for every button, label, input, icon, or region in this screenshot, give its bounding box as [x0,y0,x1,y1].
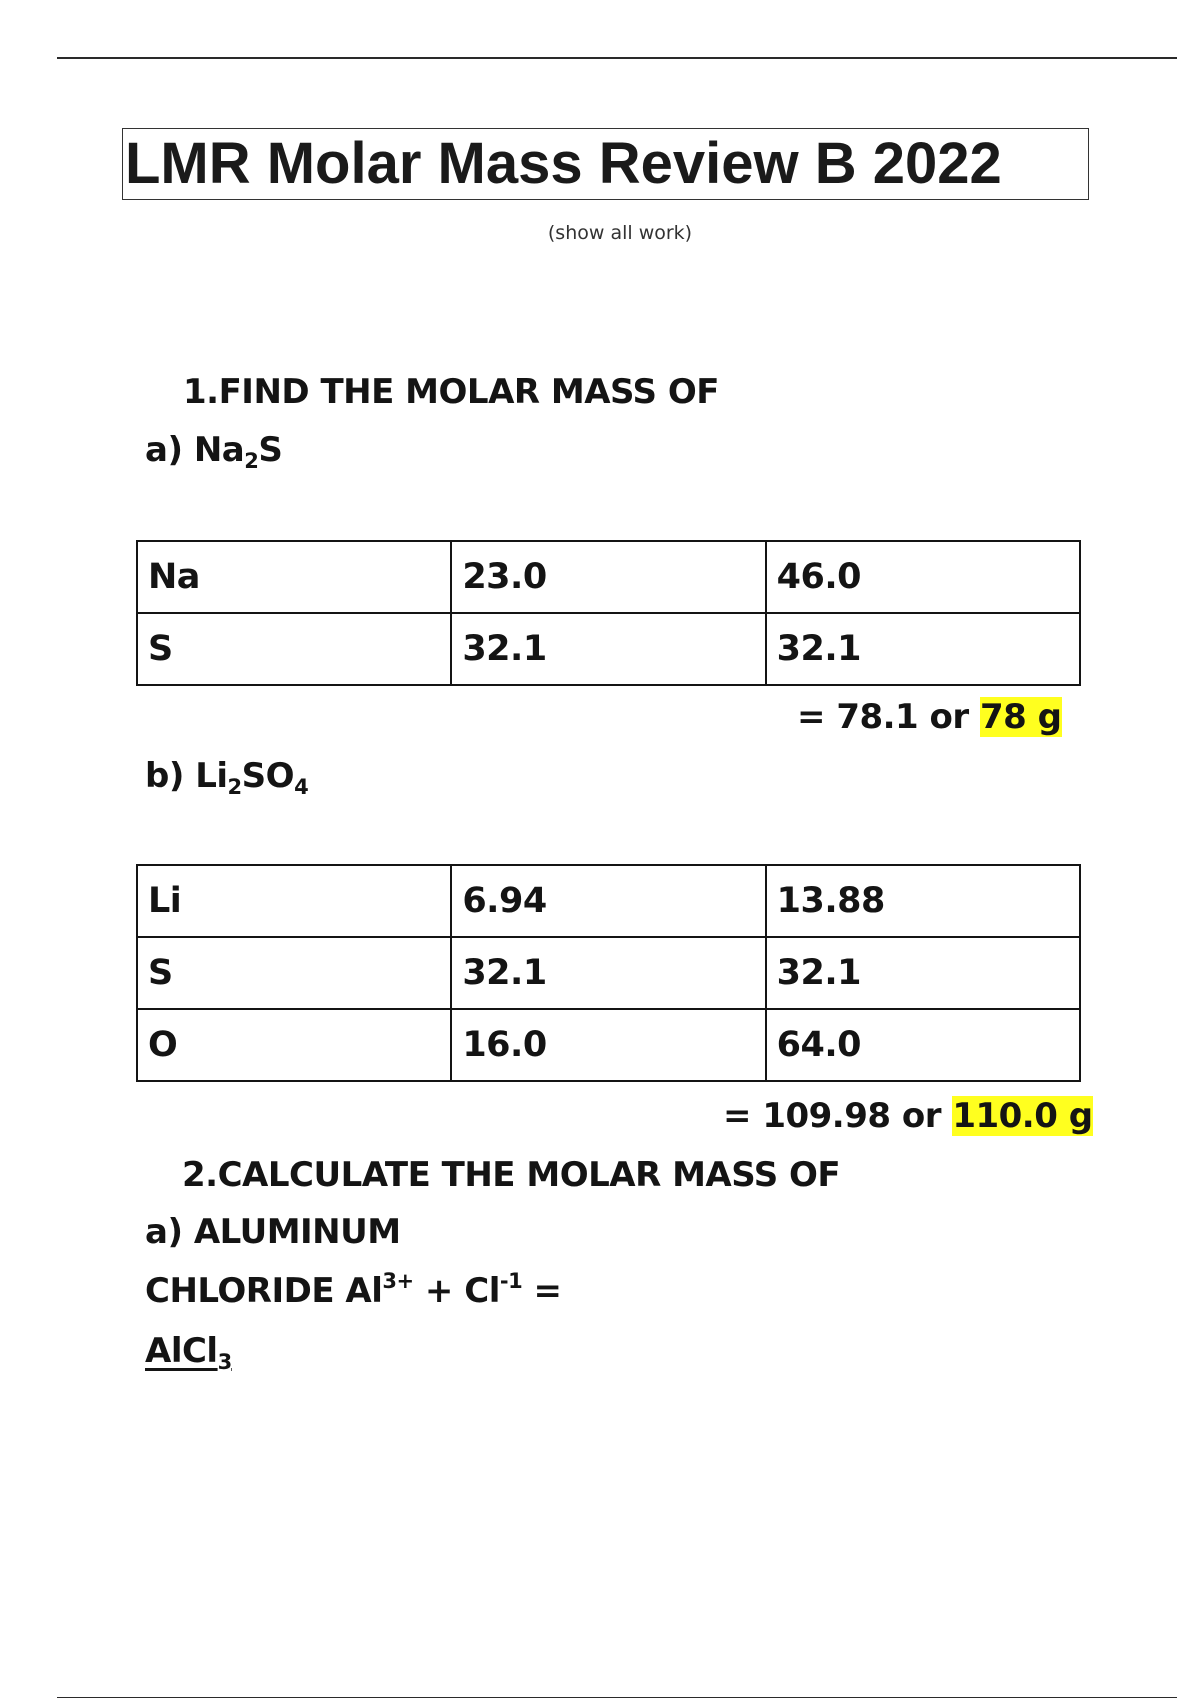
table-cell: S [137,937,451,1009]
table-cell: 32.1 [766,613,1080,685]
question-2a-formula [145,1331,232,1374]
formula-text: S [258,430,283,470]
page-title: LMR Molar Mass Review B 2022 [125,131,1002,196]
question-1b-result [723,1096,1093,1136]
question-2a-label: a) ALUMINUM [145,1212,401,1252]
question-1a-result [797,697,1062,737]
question-1b-formula [145,756,309,799]
footer-rule [57,1697,1177,1698]
table-cell: 46.0 [766,541,1080,613]
ion-charge: 3+ [382,1269,414,1293]
highlighted-answer: 78 g [980,697,1062,737]
question-2-heading: 2.CALCULATE THE MOLAR MASS OF [182,1155,841,1195]
header-rule [57,57,1177,59]
table-cell: Li [137,865,451,937]
table-cell: 32.1 [766,937,1080,1009]
table-cell: 16.0 [451,1009,765,1081]
table-cell: 32.1 [451,937,765,1009]
table-cell: 23.0 [451,541,765,613]
question-1a-formula [145,430,283,473]
equation-text: = [522,1271,562,1311]
equation-text: + Cl [413,1271,500,1311]
result-text: = 78.1 or [797,697,981,737]
formula-subscript: 3 [217,1350,232,1374]
formula-subscript: 2 [244,449,259,473]
molar-mass-table-1b [136,864,1081,1082]
table-row [137,937,1080,1009]
molar-mass-table-1a [136,540,1081,686]
table-cell: 64.0 [766,1009,1080,1081]
formula-text: AlCl [145,1331,218,1371]
table-cell: 6.94 [451,865,765,937]
formula-text: SO [241,756,295,796]
table-row [137,541,1080,613]
table-cell: Na [137,541,451,613]
result-text: = 109.98 or [723,1096,953,1136]
page-subtitle: (show all work) [547,222,693,244]
table-row [137,1009,1080,1081]
table-cell: S [137,613,451,685]
equation-text: CHLORIDE Al [145,1271,383,1311]
question-2a-ion-equation [145,1271,562,1311]
highlighted-answer: 110.0 g [952,1096,1093,1136]
table-cell: O [137,1009,451,1081]
table-row [137,613,1080,685]
table-cell: 32.1 [451,613,765,685]
title-box [122,128,1089,200]
formula-subscript: 4 [294,775,309,799]
table-cell: 13.88 [766,865,1080,937]
table-row [137,865,1080,937]
formula-subscript: 2 [227,775,242,799]
question-1-heading: 1.FIND THE MOLAR MASS OF [183,372,719,412]
formula-text: a) Na [145,430,245,470]
ion-charge: -1 [499,1269,523,1293]
formula-text: b) Li [145,756,228,796]
